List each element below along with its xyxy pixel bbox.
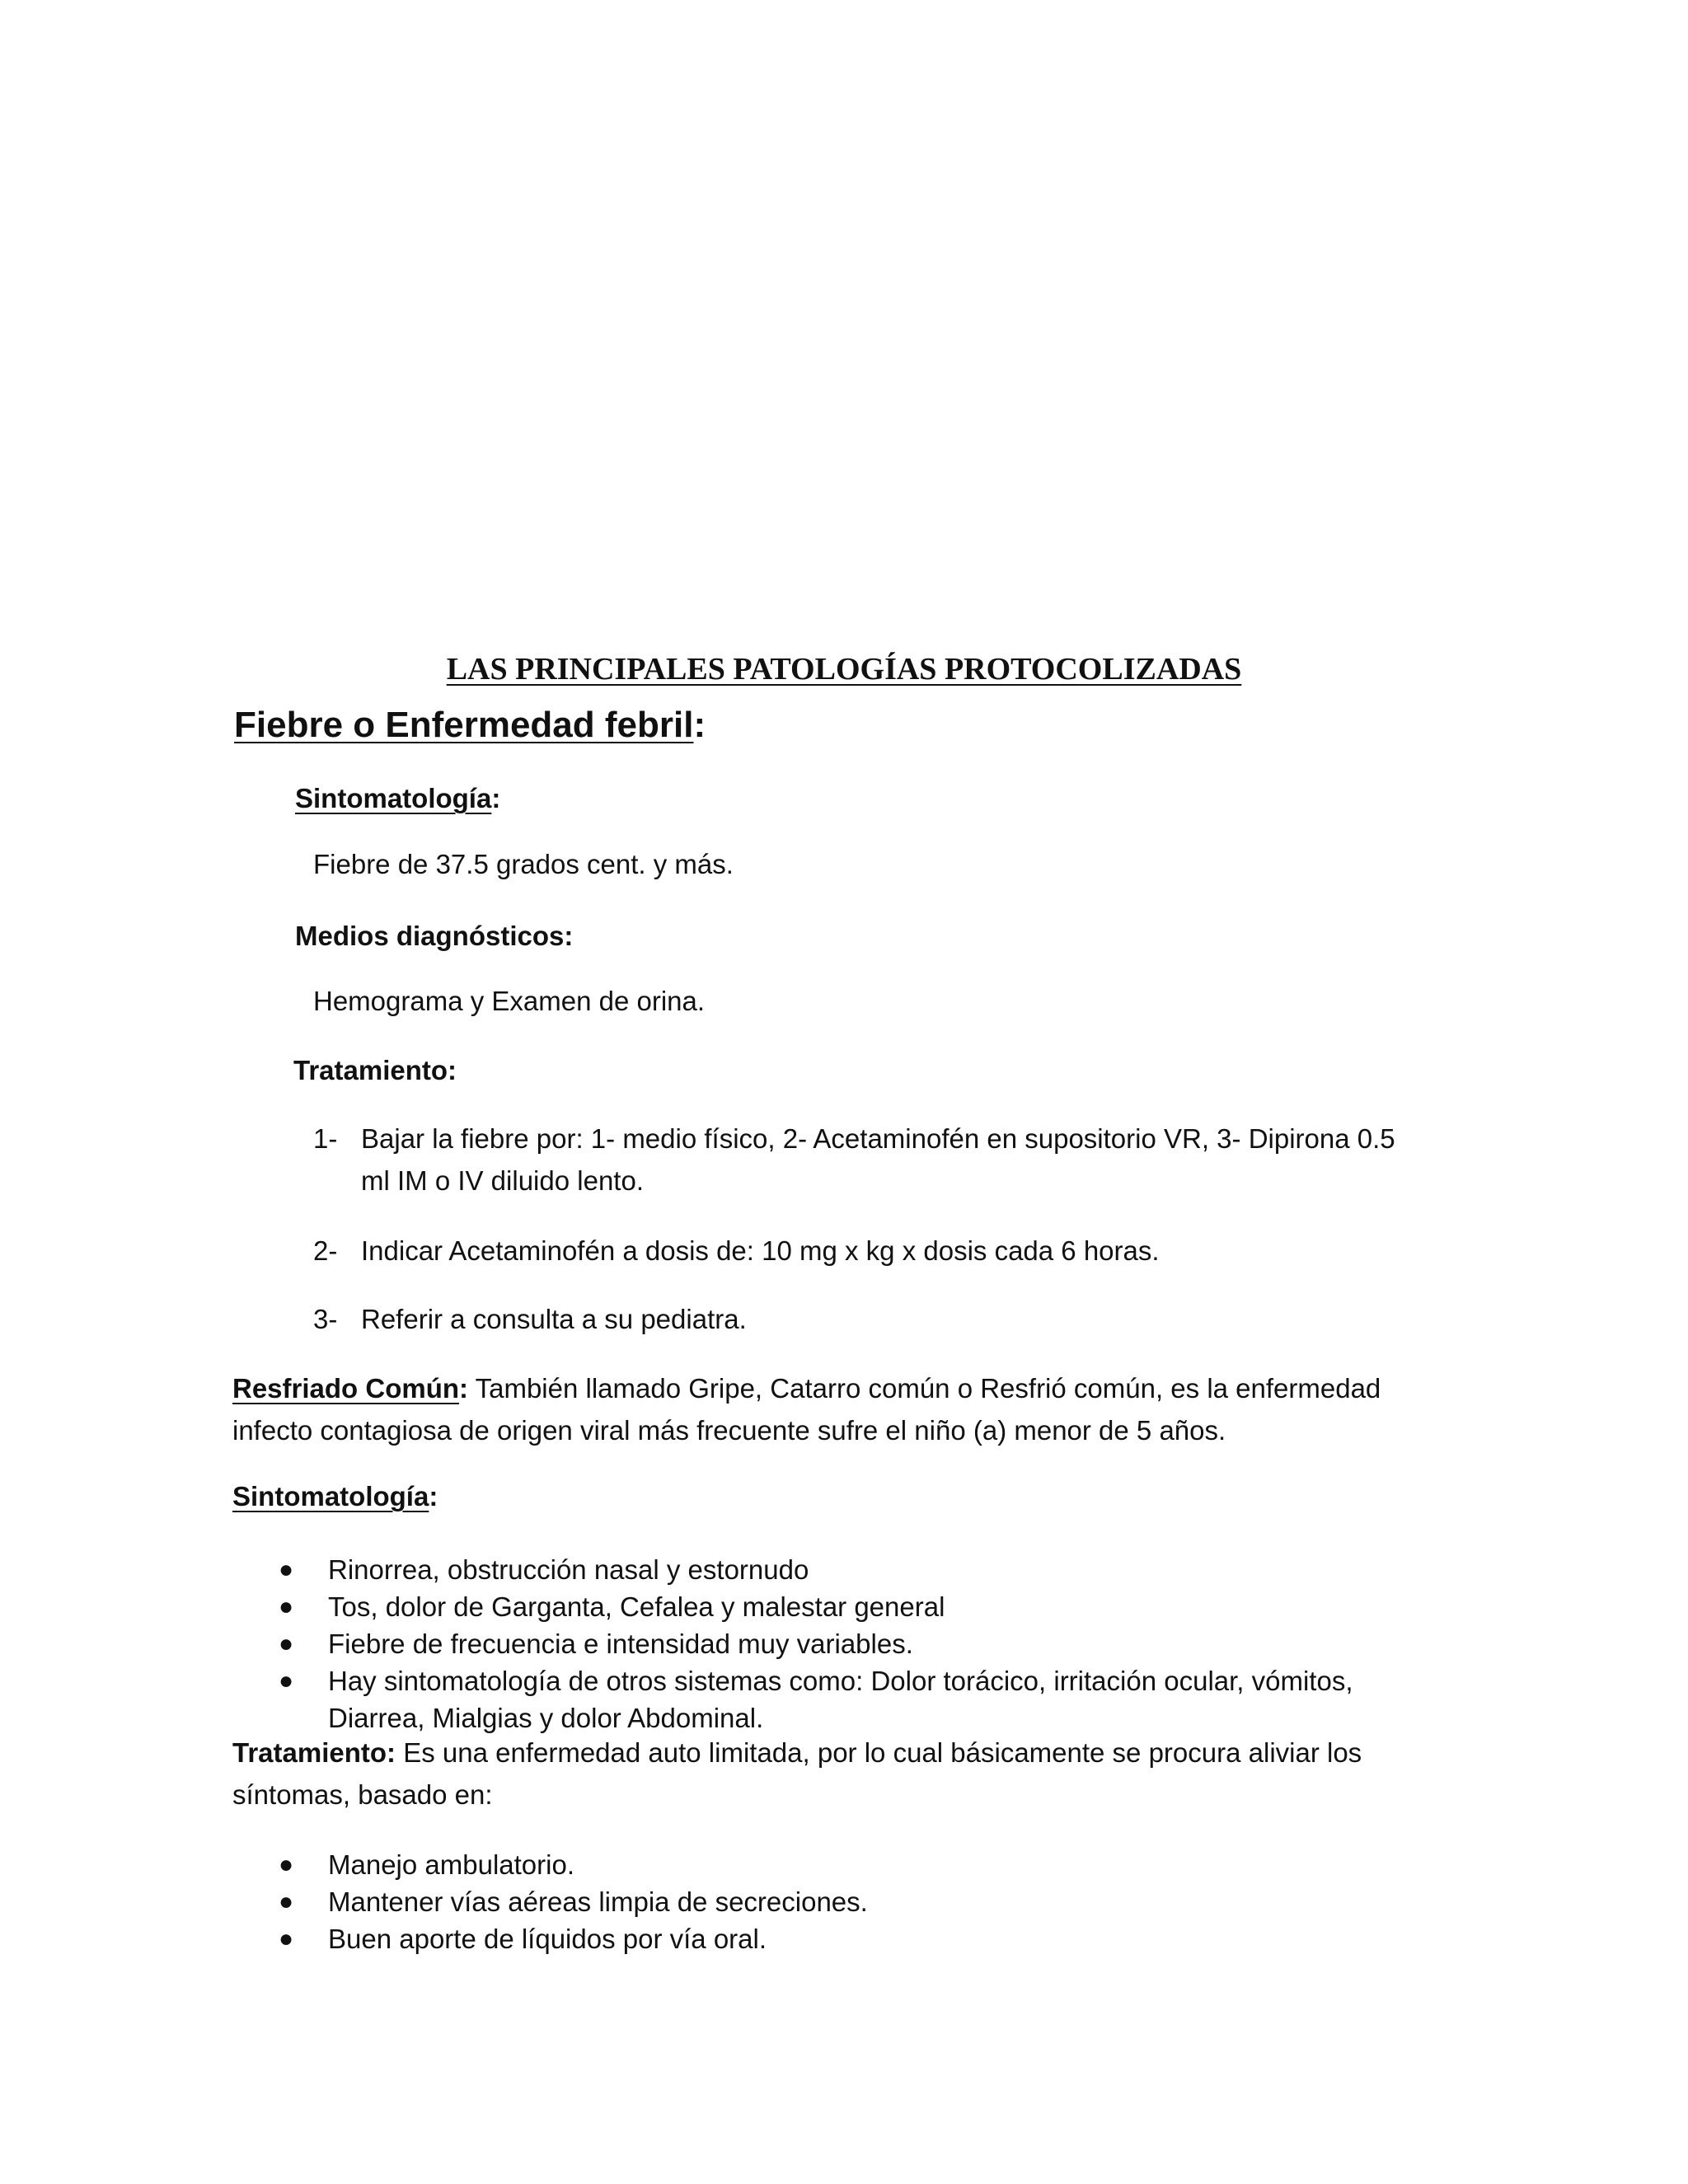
fiebre-medios-text: Hemograma y Examen de orina. xyxy=(313,986,706,1016)
item-text-line-1: Referir a consulta a su pediatra. xyxy=(361,1304,747,1334)
bullet-icon: ● xyxy=(279,1630,294,1657)
fiebre-heading-colon: : xyxy=(693,705,706,745)
bullet-icon: ● xyxy=(279,1593,294,1620)
item-text: Mantener vías aéreas limpia de secreciones. xyxy=(328,1886,868,1917)
section-heading-fiebre xyxy=(234,705,706,746)
item-text-line-1: Hay sintomatología de otros sistemas como: Dolor torácico, irritación ocular, vómitos, xyxy=(328,1666,1353,1696)
item-text: Rinorrea, obstrucción nasal y estornudo xyxy=(328,1554,809,1585)
resfriado-sintomatologia-colon: : xyxy=(429,1481,438,1511)
resfriado-tratamiento-line-2: síntomas, basado en: xyxy=(232,1779,493,1810)
item-text: Fiebre de frecuencia e intensidad muy variables. xyxy=(328,1629,913,1659)
item-text-line-1: Bajar la fiebre por: 1- medio físico, 2- Acetaminofén en supositorio VR, 3- Dipirona 0.5 xyxy=(361,1123,1395,1154)
fiebre-sintomatologia-text: Fiebre de 37.5 grados cent. y más. xyxy=(313,849,734,879)
fiebre-sintomatologia-label xyxy=(295,783,500,814)
resfriado-intro-line-2: infecto contagiosa de origen viral más frecuente sufre el niño (a) menor de 5 años. xyxy=(232,1415,1226,1446)
resfriado-heading-colon: : xyxy=(459,1373,469,1404)
item-text-line-1: Indicar Acetaminofén a dosis de: 10 mg x kg x dosis cada 6 horas. xyxy=(361,1235,1160,1266)
fiebre-sintomatologia-colon: : xyxy=(491,783,501,813)
item-text: Tos, dolor de Garganta, Cefalea y malestar general xyxy=(328,1591,945,1622)
fiebre-heading-text: Fiebre o Enfermedad febril xyxy=(234,705,694,745)
fiebre-sintomatologia-label-text: Sintomatología xyxy=(295,783,492,813)
item-number: 1- xyxy=(313,1123,338,1154)
resfriado-intro-line-1: También llamado Gripe, Catarro común o Resfrió común, es la enfermedad xyxy=(468,1373,1381,1404)
fiebre-tratamiento-label: Tratamiento: xyxy=(293,1055,457,1085)
resfriado-tratamiento-label: Tratamiento: xyxy=(232,1737,396,1768)
item-number: 2- xyxy=(313,1235,338,1266)
bullet-icon: ● xyxy=(279,1667,294,1694)
item-number: 3- xyxy=(313,1304,338,1334)
resfriado-intro xyxy=(232,1367,1381,1451)
item-text: Buen aporte de líquidos por vía oral. xyxy=(328,1924,767,1954)
fiebre-medios-label: Medios diagnósticos: xyxy=(295,921,574,951)
bullet-icon: ● xyxy=(279,1888,294,1915)
item-text-line-2: Diarrea, Mialgias y dolor Abdominal. xyxy=(328,1703,764,1733)
resfriado-tratamiento-line-1: Es una enfermedad auto limitada, por lo cual básicamente se procura aliviar los xyxy=(396,1737,1362,1768)
resfriado-tratamiento xyxy=(232,1732,1362,1816)
item-text: Manejo ambulatorio. xyxy=(328,1849,574,1880)
resfriado-heading-text: Resfriado Común xyxy=(232,1373,460,1404)
bullet-icon: ● xyxy=(279,1556,294,1583)
document-title: LAS PRINCIPALES PATOLOGÍAS PROTOCOLIZADAS xyxy=(446,652,1242,687)
bullet-icon: ● xyxy=(279,1925,294,1952)
resfriado-sintomatologia-label-text: Sintomatología xyxy=(232,1481,429,1511)
resfriado-sintomatologia-label xyxy=(232,1481,438,1512)
bullet-icon: ● xyxy=(279,1851,294,1878)
item-text-line-2: ml IM o IV diluido lento. xyxy=(361,1165,644,1196)
